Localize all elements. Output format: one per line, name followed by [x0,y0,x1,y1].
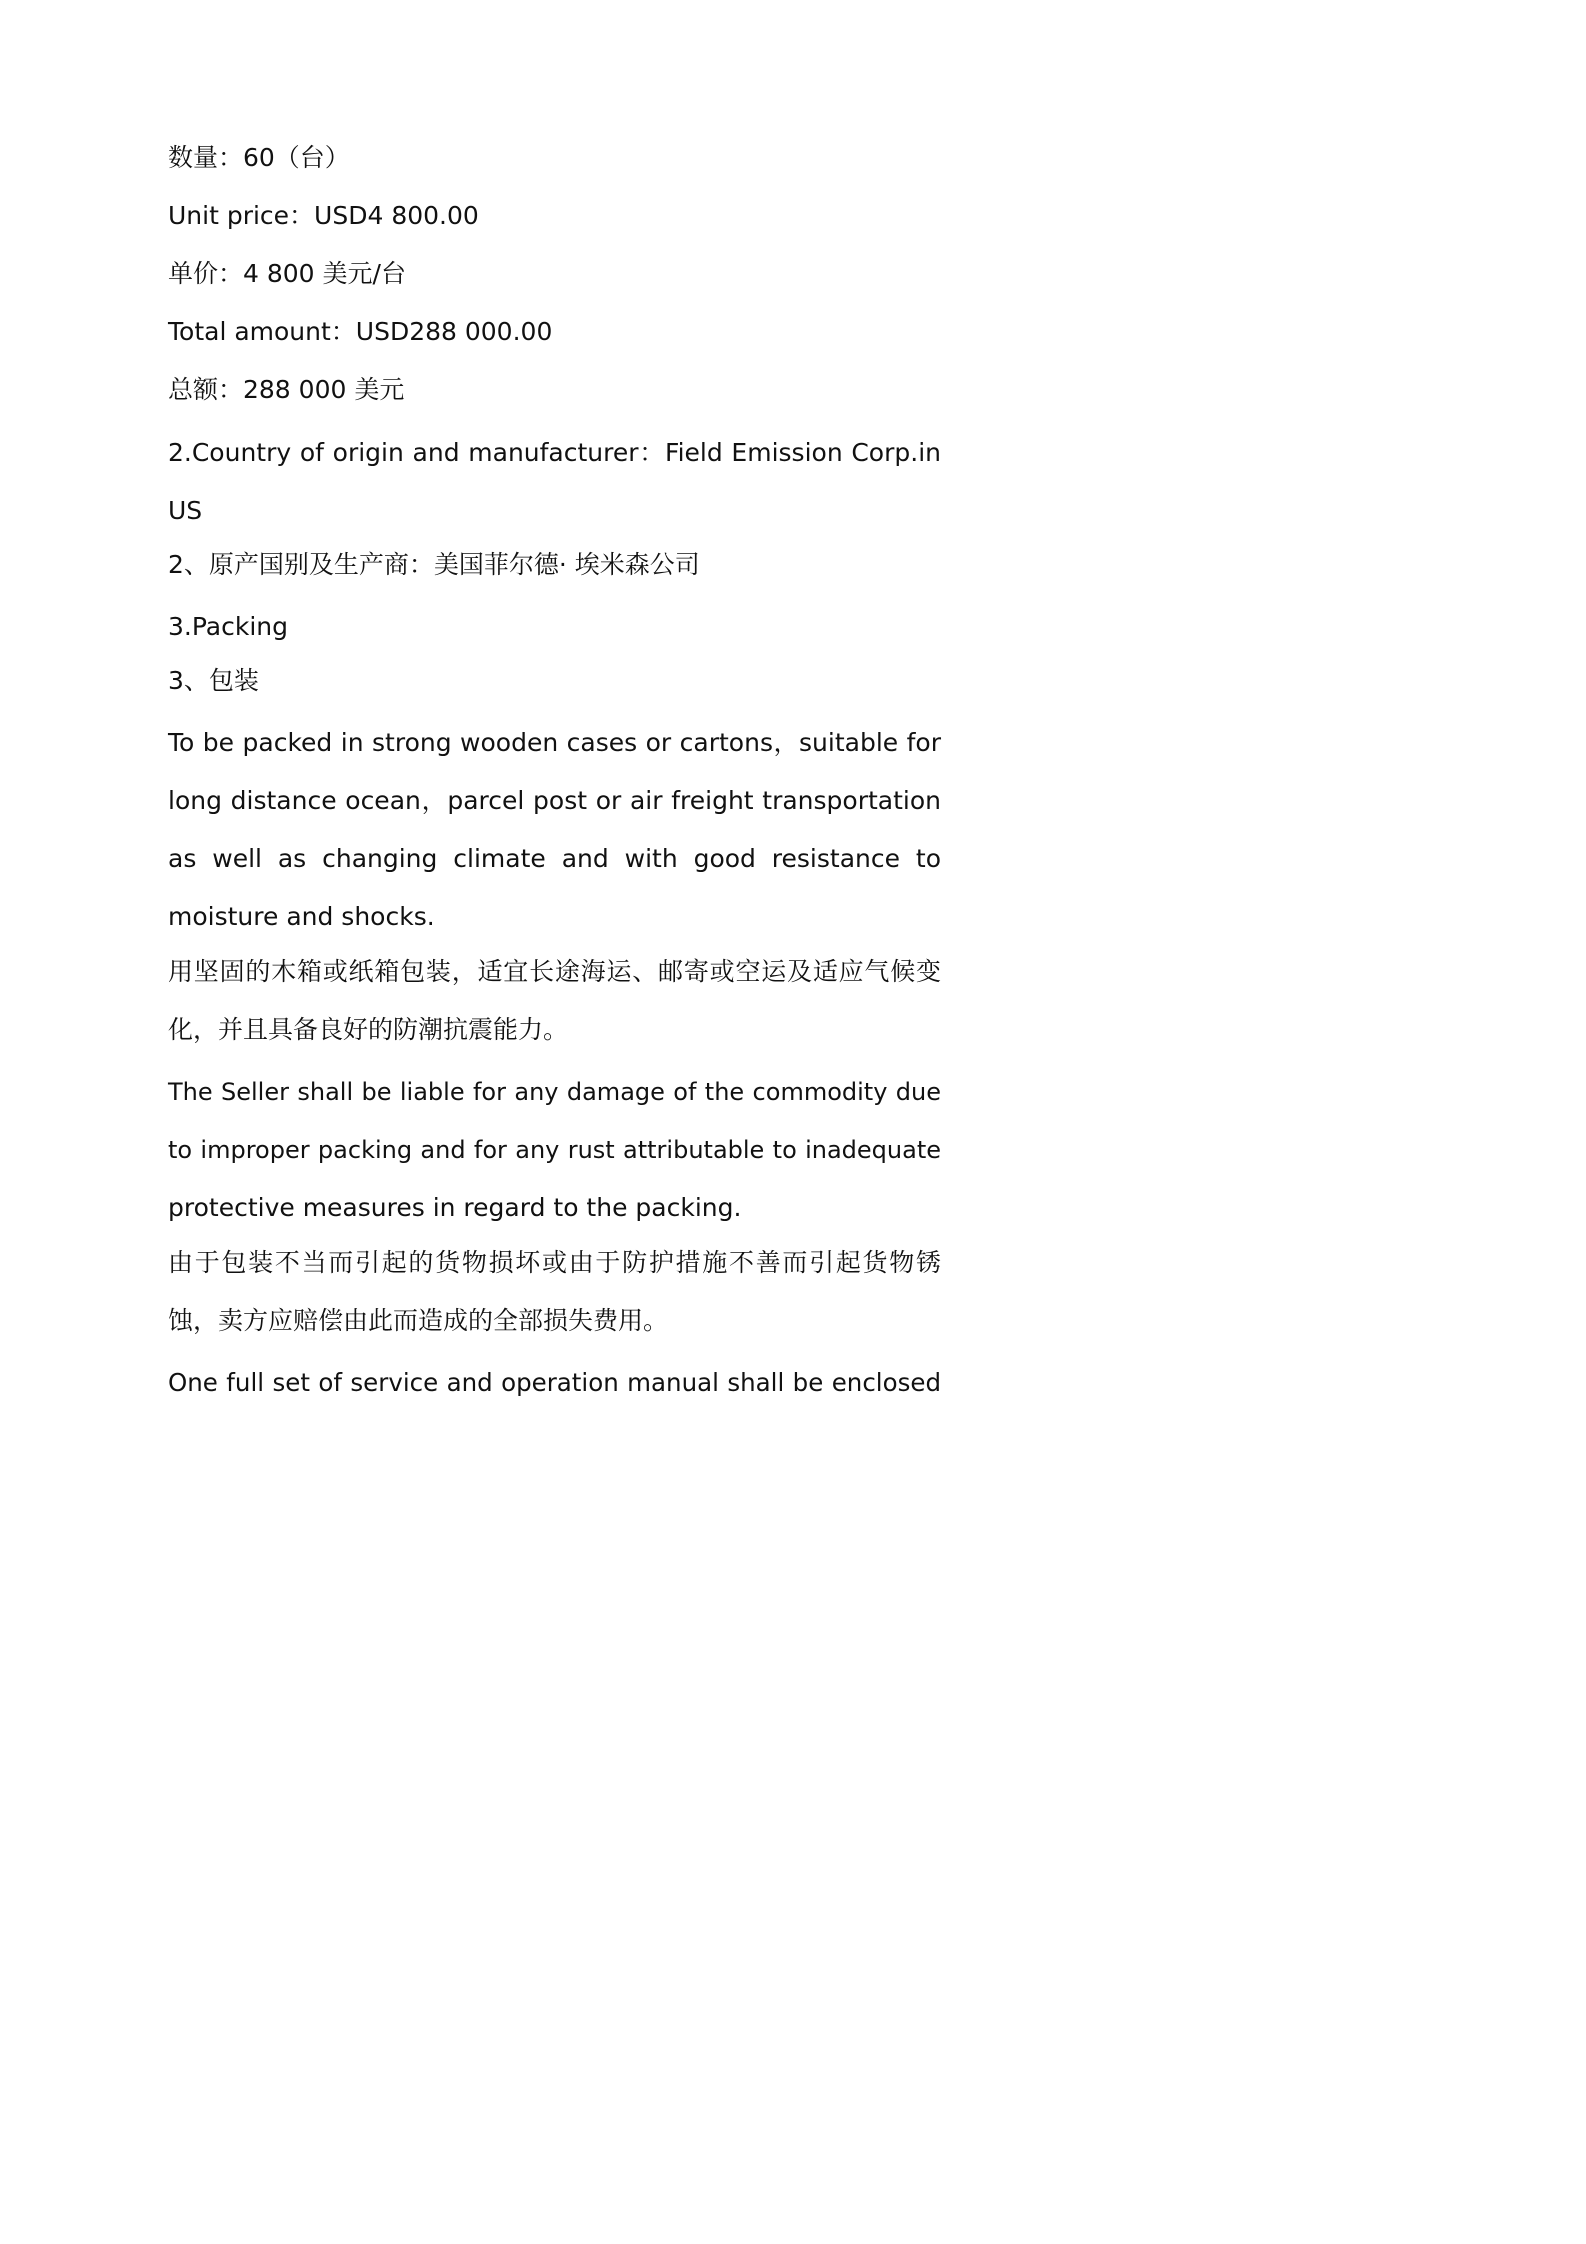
liability-paragraph-en-line-3: protective measures in regard to the packing. [168,1193,742,1222]
manual-paragraph-en-line-1: One full set of service and operation manual shall be enclosed [168,1368,941,1397]
liability-paragraph-en-line-1: The Seller shall be liable for any damage of the commodity due [168,1078,941,1106]
document-page [0,0,1100,1556]
origin-heading-cn: 2、原产国别及生产商：美国菲尔德· 埃米森公司 [168,550,700,579]
packing-paragraph-en-line-4: moisture and shocks. [168,902,435,931]
packing-paragraph-cn-line-1: 用坚固的木箱或纸箱包装，适宜长途海运、邮寄或空运及适应气候变 [168,957,941,986]
liability-paragraph-cn-line-2: 蚀，卖方应赔偿由此而造成的全部损失费用。 [168,1306,669,1335]
total-amount-line-cn: 总额：288 000 美元 [168,375,405,404]
origin-heading-en: 2.Country of origin and manufacturer：Field Emission Corp.in [168,438,941,467]
liability-paragraph-cn-line-1: 由于包装不当而引起的货物损坏或由于防护措施不善而引起货物锈 [168,1248,941,1277]
packing-paragraph-en-line-3: as well as changing climate and with good resistance to [168,844,941,873]
packing-heading-cn: 3、包装 [168,666,259,695]
total-amount-line-en: Total amount：USD288 000.00 [168,317,553,346]
packing-paragraph-en-line-2: long distance ocean，parcel post or air freight transportation [168,786,941,815]
packing-paragraph-en-line-1: To be packed in strong wooden cases or cartons，suitable for [168,728,941,757]
packing-paragraph-cn-line-2: 化，并且具备良好的防潮抗震能力。 [168,1015,569,1044]
unit-price-line-en: Unit price：USD4 800.00 [168,201,479,230]
unit-price-line-cn: 单价：4 800 美元/台 [168,259,406,288]
liability-paragraph-en-line-2: to improper packing and for any rust attributable to inadequate [168,1136,941,1164]
quantity-line-cn: 数量：60（台） [168,143,350,172]
origin-heading-en-cont: US [168,496,203,525]
packing-heading-en: 3.Packing [168,612,289,641]
